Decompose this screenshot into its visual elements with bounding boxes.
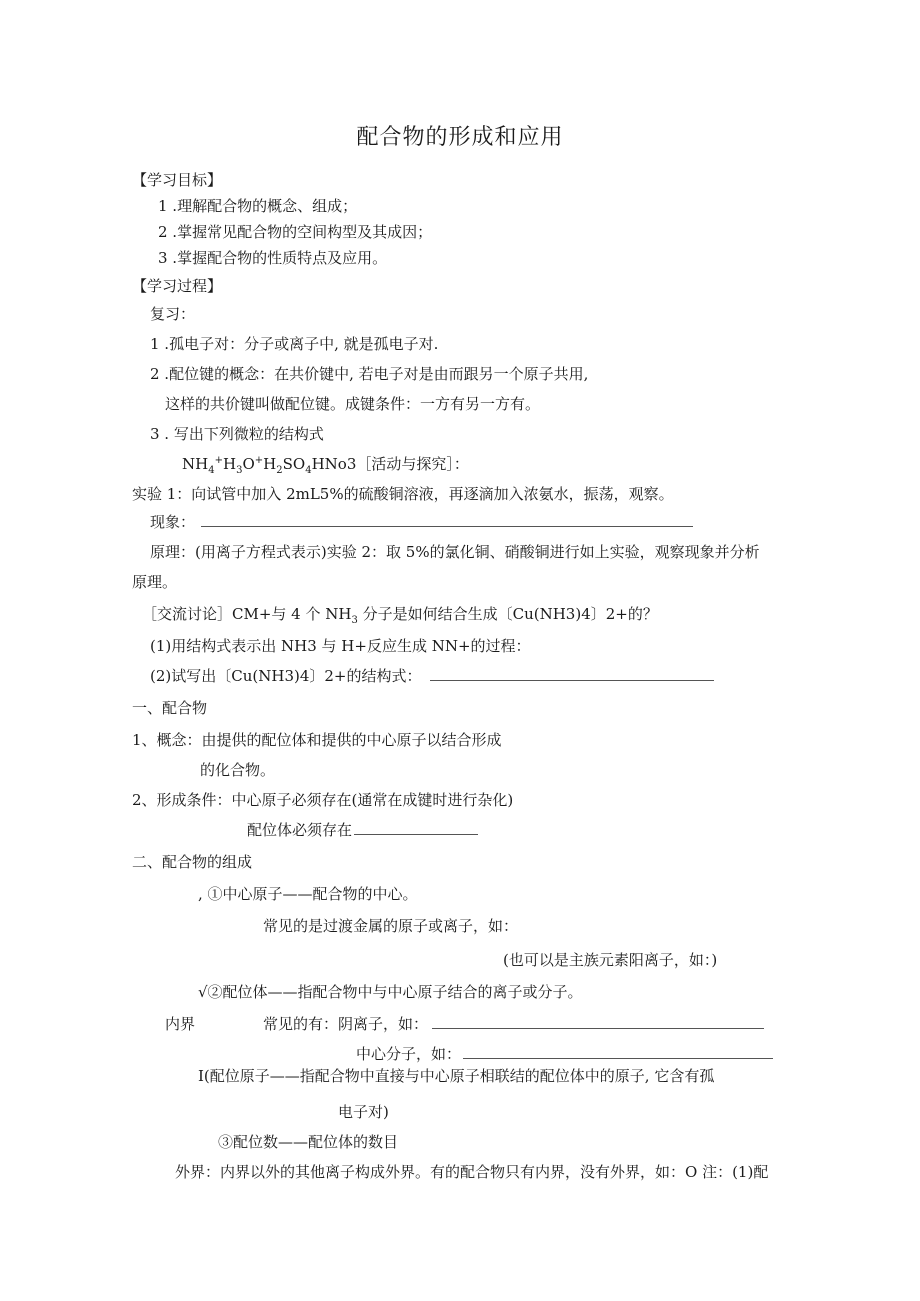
section-heading: 二、配合物的组成: [132, 853, 253, 871]
discussion-question: (1)用结构式表示出 NH3 与 H+反应生成 NN+的过程：: [150, 637, 531, 655]
section-heading: 一、配合物: [132, 699, 208, 717]
answer-blank[interactable]: [354, 820, 478, 835]
center-also-line: (也可以是主族元素阳离子，如：): [503, 951, 718, 969]
principle-line: 原理：(用离子方程式表示)实验 2：取 5%的氯化铜、硝酸铜进行如上实验，观察现象并分析: [150, 543, 760, 561]
ligand-common-line: 常见的有：阴离子，如：: [263, 1014, 764, 1034]
phenomenon-line: 现象：: [150, 512, 693, 532]
inner-sphere-label: 内界: [165, 1015, 196, 1033]
review-label: 复习：: [150, 305, 196, 323]
concept-line: 1、概念：由提供的配位体和提供的中心原子以结合形成: [132, 731, 502, 749]
coord-atom-line: 电子对): [338, 1103, 389, 1121]
coord-number-line: ③配位数——配位体的数目: [218, 1133, 399, 1151]
discussion-question: (2)试写出〔Cu(NH3)4〕2+的结构式：: [150, 666, 714, 686]
goal-item: 3 .掌握配合物的性质特点及应用。: [158, 249, 388, 267]
review-item: 1 .孤电子对：分子或离子中, 就是孤电子对.: [150, 335, 439, 353]
review-item: 这样的共价键叫做配位键。成键条件：一方有另一方有。: [165, 395, 541, 413]
goal-item: 1 .理解配合物的概念、组成；: [158, 197, 358, 215]
discussion: ［交流讨论］CM+与 4 个 $NH_3$ 分子是如何结合生成〔Cu(NH3)4〕2+的？: [142, 605, 658, 626]
experiment-1: 实验 1：向试管中加入 2mL5%的硫酸铜溶液，再逐滴加入浓氨水，振荡，观察。: [132, 485, 674, 503]
answer-blank[interactable]: [430, 666, 714, 681]
outer-sphere-line: 外界：内界以外的其他离子构成外界。有的配合物只有内界，没有外界，如：O 注：(1)配: [175, 1163, 769, 1181]
center-atom-line: , ①中心原子——配合物的中心。: [198, 885, 418, 903]
answer-blank[interactable]: [432, 1014, 764, 1029]
review-item: 3 . 写出下列微粒的结构式: [150, 425, 324, 443]
principle-line: 原理。: [132, 573, 178, 591]
condition-line: 配位体必须存在: [247, 820, 478, 840]
condition-line: 2、形成条件：中心原子必须存在(通常在成键时进行杂化): [132, 791, 514, 809]
page-title: 配合物的形成和应用: [356, 125, 564, 150]
answer-blank[interactable]: [463, 1044, 773, 1059]
concept-line: 的化合物。: [200, 761, 276, 779]
ligand-line: √②配位体——指配合物中与中心原子结合的离子或分子。: [198, 983, 583, 1001]
goal-item: 2 .掌握常见配合物的空间构型及其成因；: [158, 223, 433, 241]
coord-atom-line: I(配位原子——指配合物中直接与中心原子相联结的配位体中的原子, 它含有孤: [198, 1067, 715, 1085]
answer-blank[interactable]: [201, 512, 693, 527]
center-common-line: 常见的是过渡金属的原子或离子，如：: [263, 917, 519, 935]
goals-heading: 【学习目标】: [132, 171, 223, 189]
formula-line: $NH_4^+H_3O^+H_2SO_4HNo3[$活动与探究］：: [182, 455, 469, 476]
neutral-molecule-line: 中心分子，如：: [356, 1044, 773, 1064]
review-item: 2 .配位键的概念：在共价键中, 若电子对是由而跟另一个原子共用,: [150, 365, 589, 383]
process-heading: 【学习过程】: [132, 277, 223, 295]
